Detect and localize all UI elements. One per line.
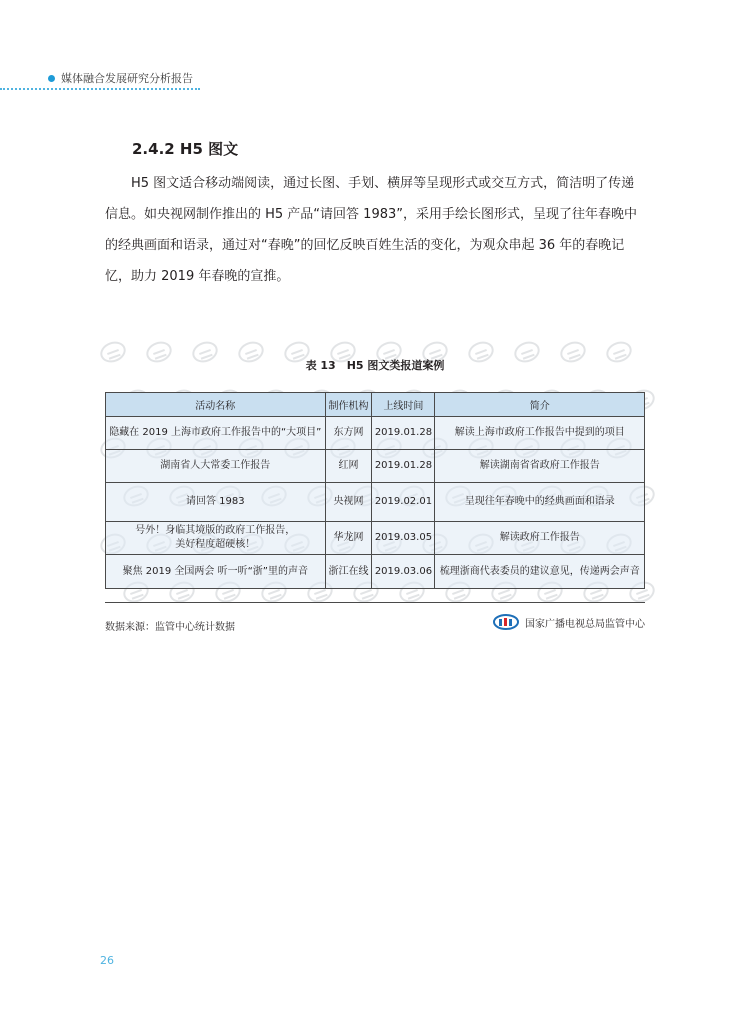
table-row xyxy=(106,417,645,450)
running-header xyxy=(48,70,193,86)
cell-org: 东方网 xyxy=(325,417,372,450)
cell-name-line-2: 美好程度超硬核！ xyxy=(175,539,256,550)
cell-name: 湖南省人大常委工作报告 xyxy=(106,450,326,483)
cell-org: 央视网 xyxy=(325,483,372,522)
cell-name: 隐藏在 2019 上海市政府工作报告中的“大项目” xyxy=(106,417,326,450)
cell-date: 2019.02.01 xyxy=(372,483,435,522)
cell-name: 聚焦 2019 全国两会 听一听“浙”里的声音 xyxy=(106,555,326,589)
body-paragraph: H5 图文适合移动端阅读，通过长图、手划、横屏等呈现形式或交互方式，简洁明了传递信息。如央视网制作推出的 H5 产品“请回答 1983”，采用手绘长图形式，呈现了往年春晚中的经典画面和语录，通过对“春晚”的回忆反映百姓生活的变化，为观众串起 36 年的春晚记忆，助力 2019 年春晚的宣推。 xyxy=(105,176,637,284)
cell-name xyxy=(106,522,326,555)
section-heading: 2.4.2 H5 图文 xyxy=(132,140,239,158)
cell-org: 浙江在线 xyxy=(325,555,372,589)
table-row xyxy=(106,555,645,589)
data-source-note: 数据来源：监管中心统计数据 xyxy=(105,622,235,633)
column-header-date: 上线时间 xyxy=(372,393,435,417)
header-dotted-rule xyxy=(0,88,200,90)
organization-credit xyxy=(493,614,645,630)
cell-name-line-1: 号外！身临其境版的政府工作报告， xyxy=(135,525,296,536)
column-header-org: 制作机构 xyxy=(325,393,372,417)
source-divider xyxy=(105,602,645,603)
table-header-row xyxy=(106,393,645,417)
cell-org: 华龙网 xyxy=(325,522,372,555)
cell-date: 2019.01.28 xyxy=(372,417,435,450)
bullet-dot-icon xyxy=(48,75,55,82)
cell-summary: 解读湖南省省政府工作报告 xyxy=(435,450,645,483)
cell-date: 2019.01.28 xyxy=(372,450,435,483)
cell-summary: 呈现往年春晚中的经典画面和语录 xyxy=(435,483,645,522)
cell-org: 红网 xyxy=(325,450,372,483)
table-row xyxy=(106,522,645,555)
page-number: 26 xyxy=(100,954,114,967)
cell-summary: 解读政府工作报告 xyxy=(435,522,645,555)
cell-date: 2019.03.06 xyxy=(372,555,435,589)
table-row xyxy=(106,483,645,522)
organization-logo-icon xyxy=(493,614,519,630)
cell-summary: 梳理浙商代表委员的建议意见，传递两会声音 xyxy=(435,555,645,589)
table-title: 表 13 H5 图文类报道案例 xyxy=(305,359,445,372)
cases-table xyxy=(105,392,645,589)
column-header-summary: 简介 xyxy=(435,393,645,417)
cell-date: 2019.03.05 xyxy=(372,522,435,555)
column-header-name: 活动名称 xyxy=(106,393,326,417)
table-row xyxy=(106,450,645,483)
cell-summary: 解读上海市政府工作报告中提到的项目 xyxy=(435,417,645,450)
cell-name: 请回答 1983 xyxy=(106,483,326,522)
organization-name: 国家广播电视总局监管中心 xyxy=(525,618,645,630)
header-title: 媒体融合发展研究分析报告 xyxy=(61,72,193,85)
